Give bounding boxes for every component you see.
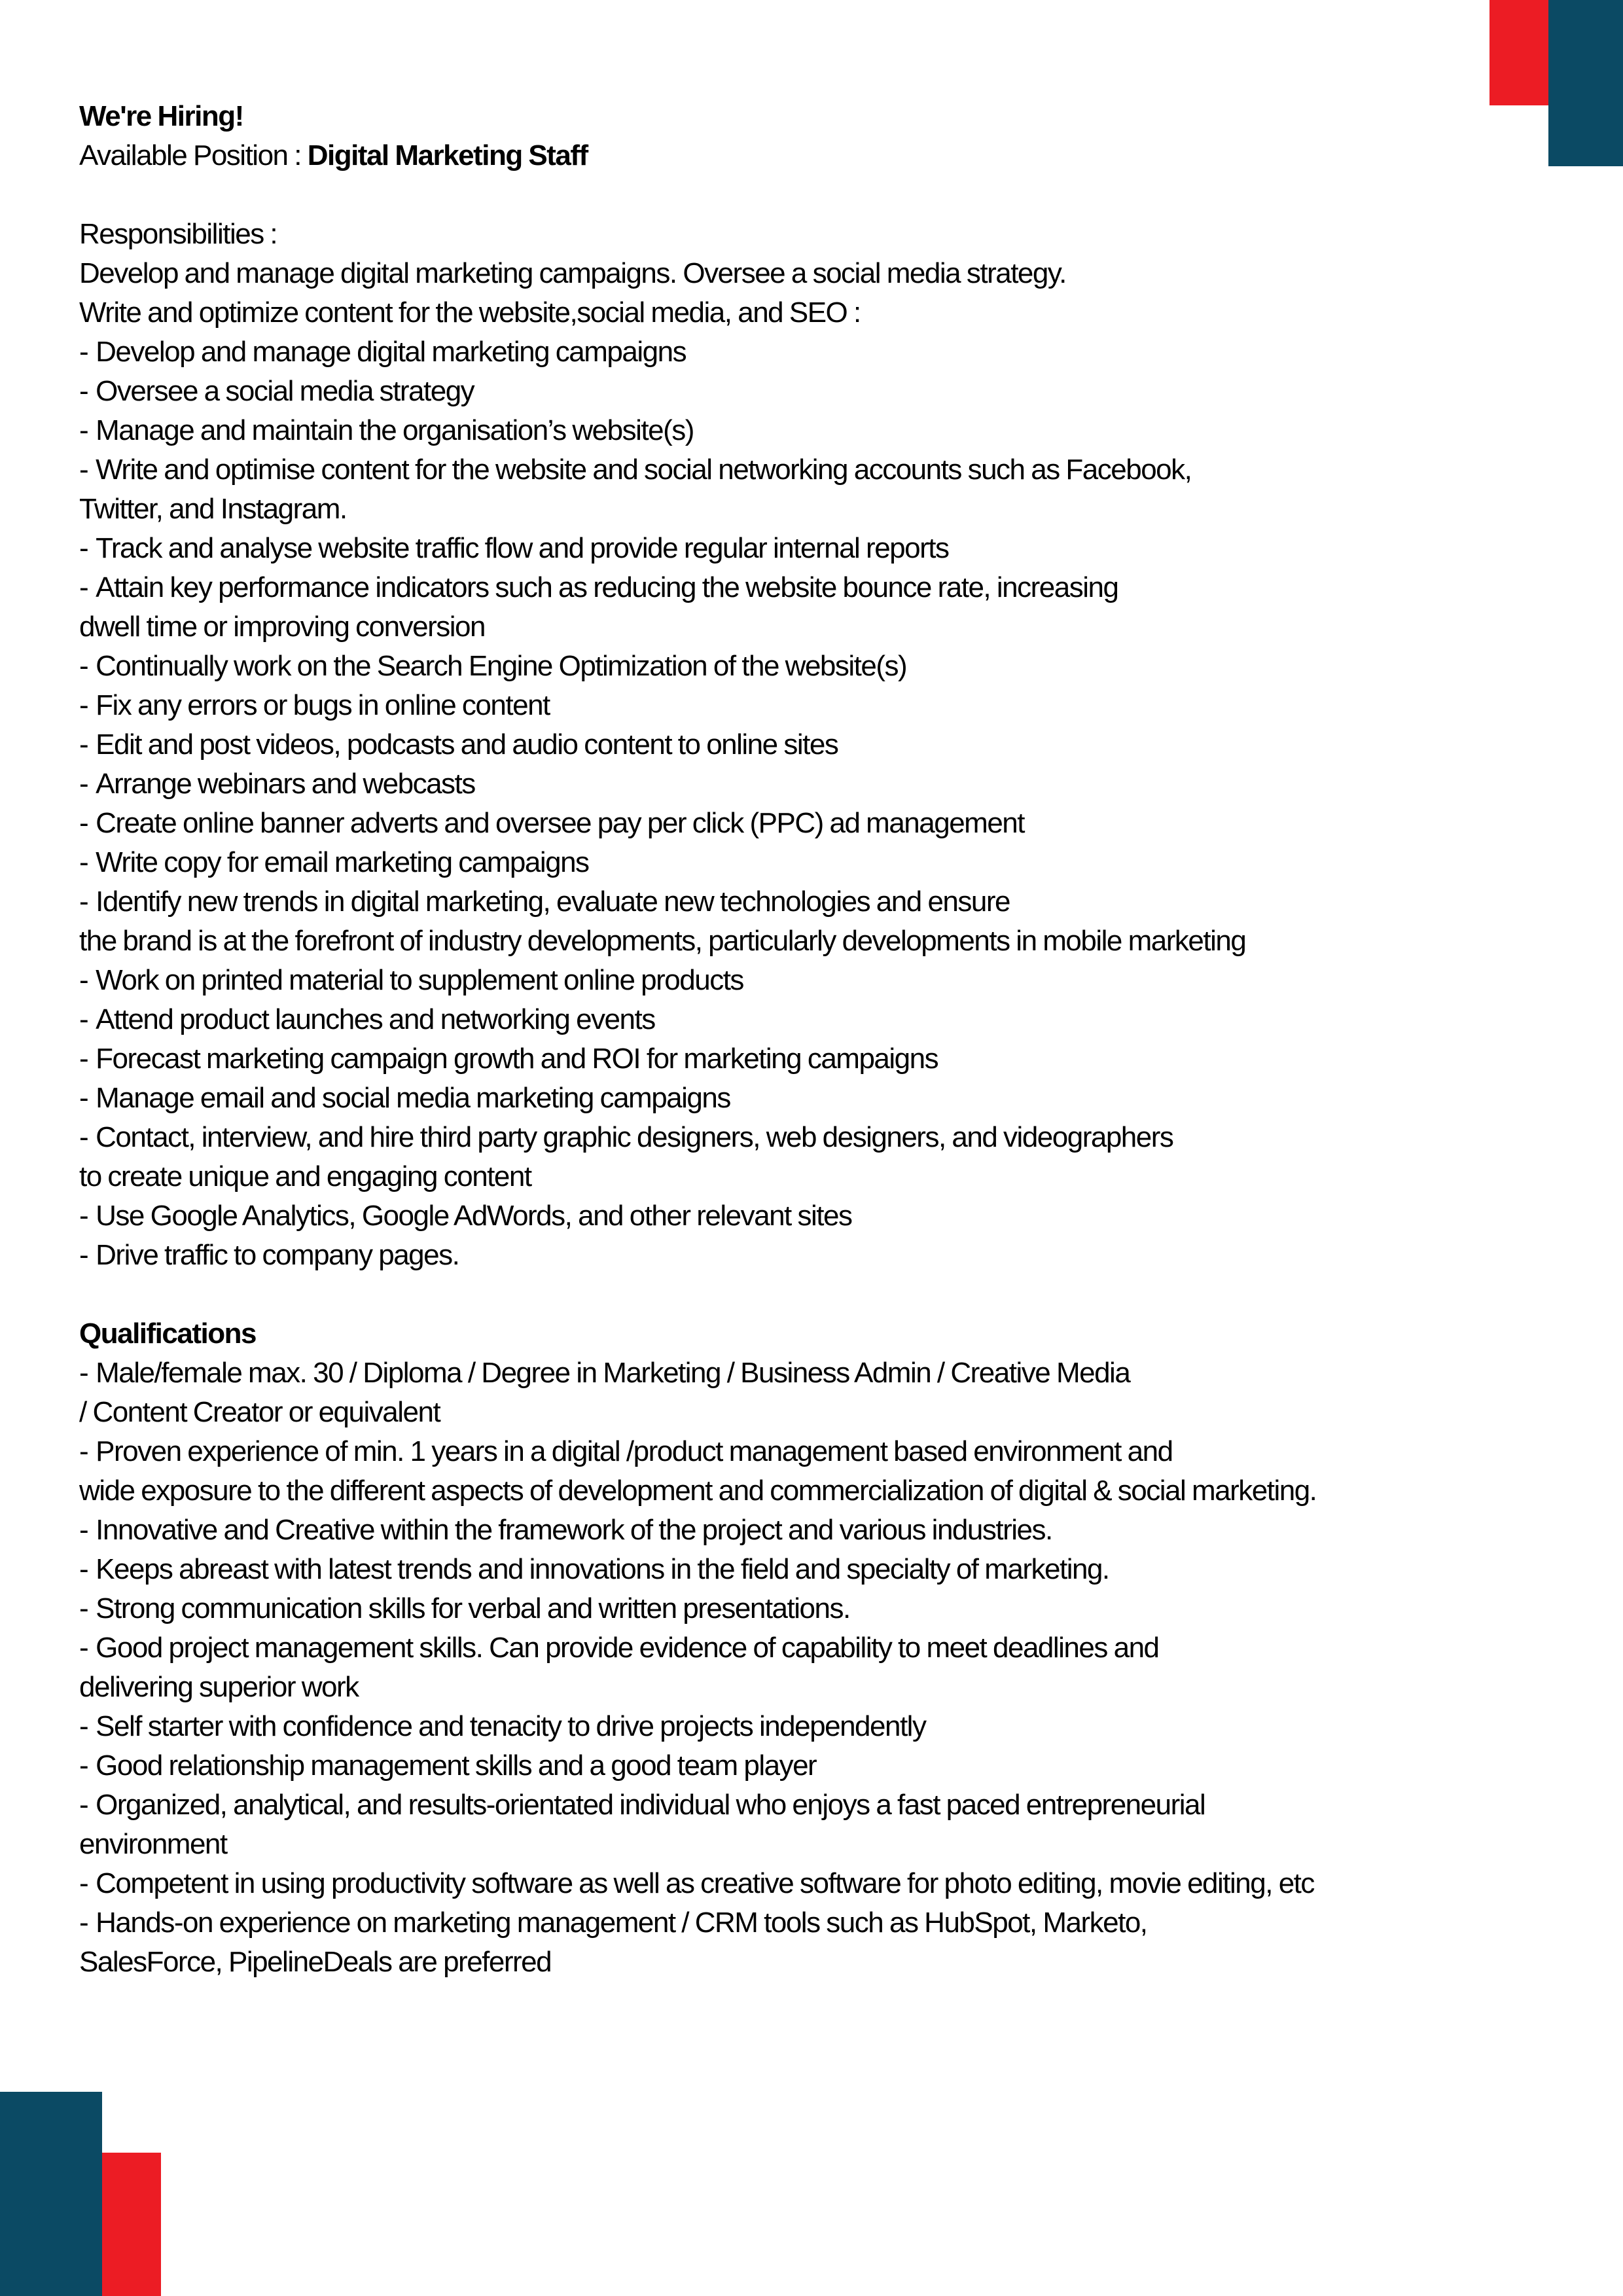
qualification-item-continuation xyxy=(79,1393,1611,1432)
item-text: Use Google Analytics, Google AdWords, and other relevant sites xyxy=(96,1200,852,1232)
qualification-item-text xyxy=(79,1746,1611,1785)
bullet-dash-icon: - xyxy=(79,1553,88,1585)
item-text: Work on printed material to supplement online products xyxy=(96,964,743,996)
bullet-dash-icon: - xyxy=(79,1200,88,1232)
qualification-item xyxy=(79,1432,1611,1511)
qualification-item-text xyxy=(79,1864,1611,1903)
item-text: Drive traffic to company pages. xyxy=(96,1239,459,1271)
responsibility-item-text xyxy=(79,1118,1611,1157)
hiring-title: We're Hiring! xyxy=(79,100,243,132)
qualification-item xyxy=(79,1903,1611,1982)
responsibilities-intro-line: Develop and manage digital marketing campaigns. Oversee a social media strategy. xyxy=(79,257,1066,289)
spacer xyxy=(79,1275,1611,1314)
responsibilities-list xyxy=(79,332,1611,1275)
item-text: Forecast marketing campaign growth and ROI for marketing campaigns xyxy=(96,1043,938,1075)
bullet-dash-icon: - xyxy=(79,1043,88,1075)
bullet-dash-icon: - xyxy=(79,964,88,996)
item-text: Develop and manage digital marketing campaigns xyxy=(96,336,687,368)
qualification-item-continuation xyxy=(79,1471,1611,1511)
item-text: Write copy for email marketing campaigns xyxy=(96,846,589,878)
item-text: Competent in using productivity software as well as creative software for photo editing, movie editing, etc xyxy=(96,1867,1314,1899)
responsibility-item xyxy=(79,804,1611,843)
item-text: the brand is at the forefront of industry developments, particularly developments in mobile marketing xyxy=(79,925,1246,957)
qualification-item-continuation xyxy=(79,1668,1611,1707)
responsibility-item xyxy=(79,1000,1611,1039)
qualification-item xyxy=(79,1550,1611,1589)
bullet-dash-icon: - xyxy=(79,571,88,603)
responsibility-item xyxy=(79,1079,1611,1118)
qualifications-heading: Qualifications xyxy=(79,1318,256,1350)
item-text: Good relationship management skills and a good team player xyxy=(96,1749,817,1782)
responsibility-item xyxy=(79,843,1611,882)
item-text: Fix any errors or bugs in online content xyxy=(96,689,550,721)
item-text: delivering superior work xyxy=(79,1671,359,1703)
bullet-dash-icon: - xyxy=(79,336,88,368)
decorative-red-block-bottom-left xyxy=(102,2153,161,2296)
item-text: Good project management skills. Can provide evidence of capability to meet deadlines and xyxy=(96,1632,1159,1664)
item-text: Track and analyse website traffic flow and provide regular internal reports xyxy=(96,532,949,564)
bullet-dash-icon: - xyxy=(79,728,88,761)
qualification-item xyxy=(79,1589,1611,1628)
responsibility-item xyxy=(79,411,1611,450)
qualification-item-continuation xyxy=(79,1825,1611,1864)
qualification-item-text xyxy=(79,1628,1611,1668)
job-posting xyxy=(79,97,1611,1982)
responsibility-item-text xyxy=(79,1236,1611,1275)
bullet-dash-icon: - xyxy=(79,1710,88,1742)
spacer xyxy=(79,175,1611,215)
responsibility-item xyxy=(79,1039,1611,1079)
responsibility-item-continuation xyxy=(79,1157,1611,1196)
qualification-item-text xyxy=(79,1903,1611,1943)
bullet-dash-icon: - xyxy=(79,1435,88,1467)
bullet-dash-icon: - xyxy=(79,1514,88,1546)
responsibility-item-text xyxy=(79,725,1611,764)
item-text: Organized, analytical, and results-orientated individual who enjoys a fast paced entrepreneurial xyxy=(96,1789,1205,1821)
item-text: dwell time or improving conversion xyxy=(79,611,485,643)
item-text: Manage email and social media marketing campaigns xyxy=(96,1082,730,1114)
responsibility-item xyxy=(79,725,1611,764)
bullet-dash-icon: - xyxy=(79,650,88,682)
responsibility-item xyxy=(79,882,1611,961)
qualification-item xyxy=(79,1785,1611,1864)
item-text: Attain key performance indicators such as reducing the website bounce rate, increasing xyxy=(96,571,1118,603)
bullet-dash-icon: - xyxy=(79,846,88,878)
responsibility-item-text xyxy=(79,372,1611,411)
bullet-dash-icon: - xyxy=(79,375,88,407)
item-text: to create unique and engaging content xyxy=(79,1160,531,1193)
responsibility-item-text xyxy=(79,568,1611,607)
bullet-dash-icon: - xyxy=(79,1082,88,1114)
decorative-navy-block-bottom-left xyxy=(0,2092,102,2296)
bullet-dash-icon: - xyxy=(79,1239,88,1271)
qualification-item xyxy=(79,1746,1611,1785)
responsibility-item-text xyxy=(79,332,1611,372)
bullet-dash-icon: - xyxy=(79,1632,88,1664)
item-text: Attend product launches and networking events xyxy=(96,1003,655,1035)
item-text: Twitter, and Instagram. xyxy=(79,493,347,525)
responsibility-item-text xyxy=(79,411,1611,450)
qualification-item-text xyxy=(79,1511,1611,1550)
responsibility-item xyxy=(79,372,1611,411)
item-text: Male/female max. 30 / Diploma / Degree in Marketing / Business Admin / Creative Media xyxy=(96,1357,1130,1389)
responsibility-item xyxy=(79,450,1611,529)
item-text: Contact, interview, and hire third party graphic designers, web designers, and videographers xyxy=(96,1121,1173,1153)
responsibility-item-text xyxy=(79,529,1611,568)
qualification-item xyxy=(79,1628,1611,1707)
qualification-item xyxy=(79,1707,1611,1746)
qualification-item-text xyxy=(79,1589,1611,1628)
item-text: Edit and post videos, podcasts and audio content to online sites xyxy=(96,728,838,761)
bullet-dash-icon: - xyxy=(79,414,88,446)
bullet-dash-icon: - xyxy=(79,886,88,918)
item-text: Manage and maintain the organisation’s website(s) xyxy=(96,414,694,446)
bullet-dash-icon: - xyxy=(79,532,88,564)
item-text: Keeps abreast with latest trends and innovations in the field and specialty of marketing. xyxy=(96,1553,1109,1585)
responsibility-item xyxy=(79,1196,1611,1236)
responsibility-item xyxy=(79,332,1611,372)
position-value: Digital Marketing Staff xyxy=(307,139,588,171)
responsibility-item xyxy=(79,961,1611,1000)
qualification-item-text xyxy=(79,1707,1611,1746)
bullet-dash-icon: - xyxy=(79,1789,88,1821)
responsibility-item-text xyxy=(79,882,1611,922)
bullet-dash-icon: - xyxy=(79,1592,88,1624)
responsibilities-intro-line: Write and optimize content for the website,social media, and SEO : xyxy=(79,296,861,329)
bullet-dash-icon: - xyxy=(79,1357,88,1389)
responsibility-item-text xyxy=(79,804,1611,843)
qualification-item-text xyxy=(79,1785,1611,1825)
responsibility-item xyxy=(79,764,1611,804)
qualification-item-text xyxy=(79,1432,1611,1471)
item-text: SalesForce, PipelineDeals are preferred xyxy=(79,1946,552,1978)
responsibilities-heading: Responsibilities : xyxy=(79,218,277,250)
responsibility-item-text xyxy=(79,647,1611,686)
bullet-dash-icon: - xyxy=(79,768,88,800)
responsibility-item-text xyxy=(79,1000,1611,1039)
item-text: Hands-on experience on marketing management / CRM tools such as HubSpot, Marketo, xyxy=(96,1907,1147,1939)
bullet-dash-icon: - xyxy=(79,1749,88,1782)
item-text: Write and optimise content for the website and social networking accounts such as Facebook, xyxy=(96,454,1192,486)
bullet-dash-icon: - xyxy=(79,1867,88,1899)
responsibility-item xyxy=(79,1236,1611,1275)
qualification-item-text xyxy=(79,1354,1611,1393)
item-text: Identify new trends in digital marketing, evaluate new technologies and ensure xyxy=(96,886,1010,918)
responsibility-item-text xyxy=(79,764,1611,804)
qualification-item-text xyxy=(79,1550,1611,1589)
item-text: Strong communication skills for verbal and written presentations. xyxy=(96,1592,850,1624)
bullet-dash-icon: - xyxy=(79,454,88,486)
responsibility-item xyxy=(79,529,1611,568)
responsibility-item-text xyxy=(79,450,1611,490)
position-label: Available Position : xyxy=(79,139,308,171)
qualification-item xyxy=(79,1864,1611,1903)
responsibility-item-text xyxy=(79,961,1611,1000)
responsibility-item-continuation xyxy=(79,922,1611,961)
bullet-dash-icon: - xyxy=(79,1907,88,1939)
responsibility-item xyxy=(79,1118,1611,1196)
item-text: Continually work on the Search Engine Optimization of the website(s) xyxy=(96,650,907,682)
responsibility-item-continuation xyxy=(79,607,1611,647)
bullet-dash-icon: - xyxy=(79,1003,88,1035)
item-text: environment xyxy=(79,1828,227,1860)
responsibility-item-text xyxy=(79,843,1611,882)
qualification-item xyxy=(79,1511,1611,1550)
responsibility-item-continuation xyxy=(79,490,1611,529)
item-text: Self starter with confidence and tenacity to drive projects independently xyxy=(96,1710,926,1742)
item-text: wide exposure to the different aspects of development and commercialization of digital & social marketing. xyxy=(79,1475,1317,1507)
responsibility-item xyxy=(79,686,1611,725)
qualification-item-continuation xyxy=(79,1943,1611,1982)
item-text: Create online banner adverts and oversee pay per click (PPC) ad management xyxy=(96,807,1024,839)
position-line xyxy=(79,136,1611,175)
decorative-red-block-top-right xyxy=(1489,0,1548,105)
bullet-dash-icon: - xyxy=(79,689,88,721)
item-text: Arrange webinars and webcasts xyxy=(96,768,475,800)
responsibility-item xyxy=(79,647,1611,686)
bullet-dash-icon: - xyxy=(79,807,88,839)
item-text: Innovative and Creative within the framework of the project and various industries. xyxy=(96,1514,1052,1546)
responsibility-item-text xyxy=(79,1039,1611,1079)
responsibility-item xyxy=(79,568,1611,647)
item-text: Proven experience of min. 1 years in a digital /product management based environment and xyxy=(96,1435,1173,1467)
responsibility-item-text xyxy=(79,1196,1611,1236)
responsibility-item-text xyxy=(79,1079,1611,1118)
qualification-item xyxy=(79,1354,1611,1432)
bullet-dash-icon: - xyxy=(79,1121,88,1153)
item-text: / Content Creator or equivalent xyxy=(79,1396,440,1428)
responsibility-item-text xyxy=(79,686,1611,725)
qualifications-list xyxy=(79,1354,1611,1982)
item-text: Oversee a social media strategy xyxy=(96,375,474,407)
